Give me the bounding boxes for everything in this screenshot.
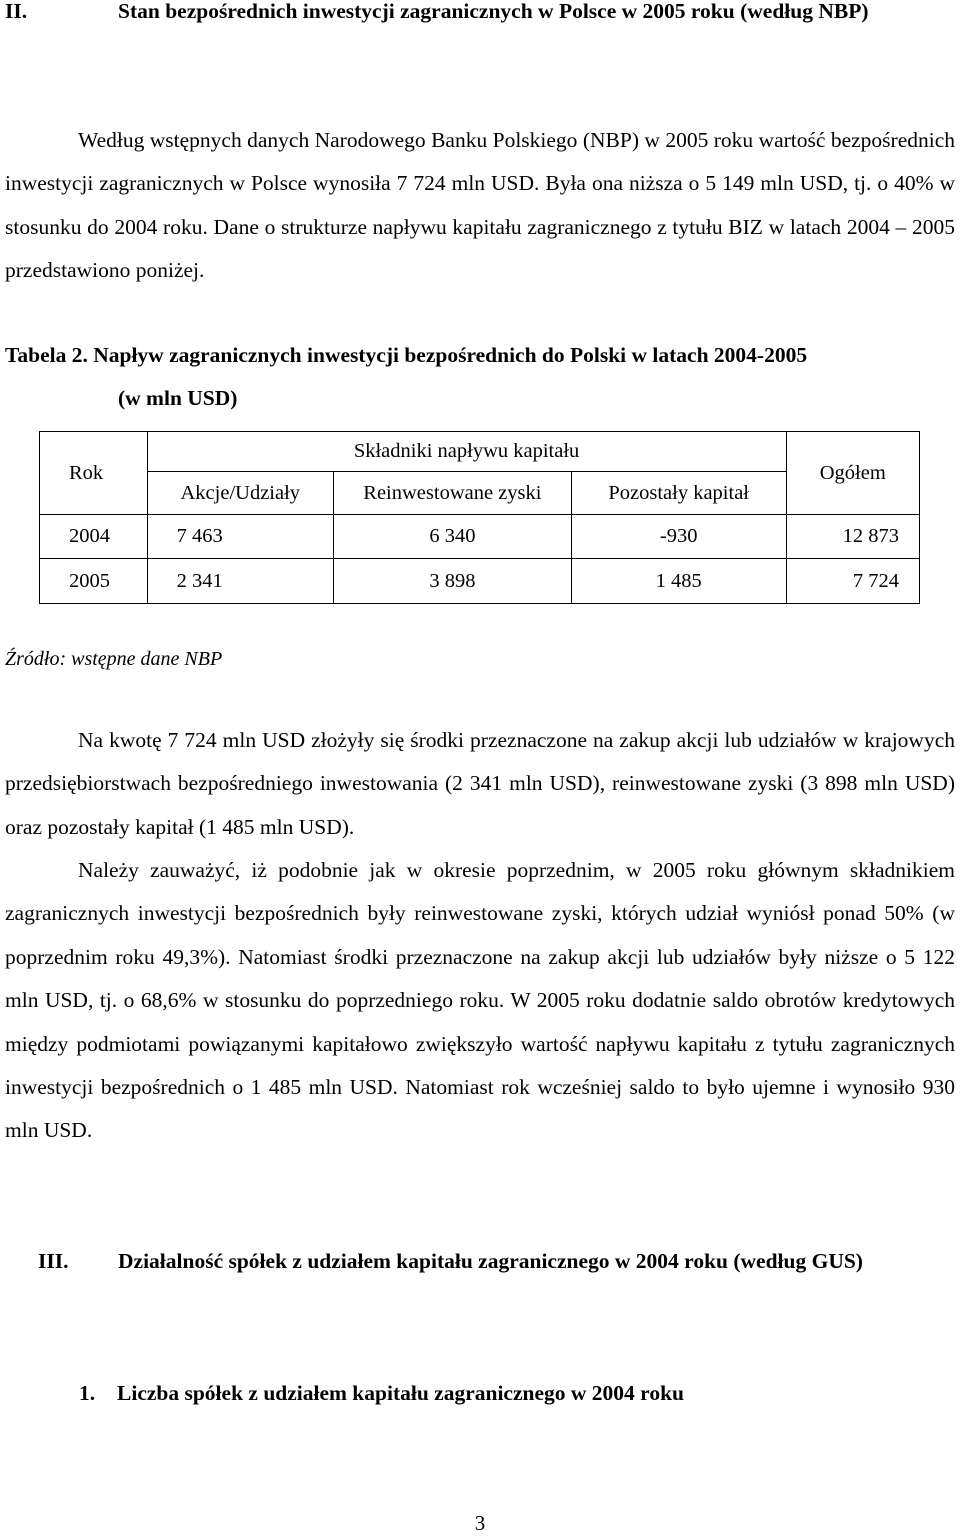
subsection-title: Liczba spółek z udziałem kapitału zagranicznego w 2004 roku [117,1381,684,1405]
table-source: Źródło: wstępne dane NBP [5,648,223,670]
cell-reinvested: 3 898 [333,559,571,604]
table-caption-line1: Tabela 2. Napływ zagranicznych inwestycji bezpośrednich do Polski w latach 2004-2005 [5,343,808,367]
page-number: 3 [474,1511,486,1535]
intro-paragraph-text: Według wstępnych danych Narodowego Banku Polskiego (NBP) w 2005 roku wartość bezpośrednich inwestycji zagranicznych w Polsce wynosiła 7 724 mln USD. Była ona niższa o 5 149 mln USD, tj. o 40% w stosunku do 2004 roku. Dane o strukturze napływu kapitału zagranicznego z tytułu BIZ w latach 2004 – 2005 przedstawiono poniżej. [5,128,955,283]
table-caption [5,334,955,420]
cell-total: 12 873 [786,515,919,559]
cell-year: 2005 [40,559,148,604]
cell-total: 7 724 [786,559,919,604]
section-title: Działalność spółek z udziałem kapitału zagranicznego w 2004 roku (według GUS) [118,1249,863,1273]
section-title: Stan bezpośrednich inwestycji zagranicznych w Polsce w 2005 roku (według NBP) [118,0,869,23]
section-heading-ii [5,0,955,33]
header-reinvested: Reinwestowane zyski [333,472,571,515]
cell-shares: 7 463 [147,515,333,559]
section-number: III. [38,1249,69,1273]
cell-other: -930 [571,515,786,559]
table-row [40,559,920,604]
cell-shares: 2 341 [147,559,333,604]
cell-year: 2004 [40,515,148,559]
intro-paragraph [5,119,955,293]
section-number: II. [5,0,28,23]
section-heading-iii [5,1240,955,1283]
header-shares: Akcje/Udziały [147,472,333,515]
table-row [40,515,920,559]
fdi-table [39,431,920,604]
paragraph-3 [5,849,955,1153]
subsection-number: 1. [79,1381,96,1405]
table-caption-line2: (w mln USD) [118,386,238,410]
paragraph-2-text: Na kwotę 7 724 mln USD złożyły się środki przeznaczone na zakup akcji lub udziałów w krajowych przedsiębiorstwach bezpośredniego inwestowania (2 341 mln USD), reinwestowane zyski (3 898 mln USD) oraz pozostały kapitał (1 485 mln USD). [5,728,955,839]
paragraph-3-text: Należy zauważyć, iż podobnie jak w okresie poprzednim, w 2005 roku głównym składnikiem zagranicznych inwestycji bezpośrednich były reinwestowane zyski, których udział wyniósł ponad 50% (w poprzednim roku 49,3%). Natomiast środki przeznaczone na zakup akcji lub udziałów były niższe o 5 122 mln USD, tj. o 68,6% w stosunku do poprzedniego roku. W 2005 roku dodatnie saldo obrotów kredytowych między podmiotami powiązanymi kapitałowo zwiększyło wartość napływu kapitału z tytułu zagranicznych inwestycji bezpośrednich o 1 485 mln USD. Natomiast rok wcześniej saldo to było ujemne i wynosiło 930 mln USD. [5,858,955,1143]
subsection-heading [79,1373,684,1413]
cell-reinvested: 6 340 [333,515,571,559]
header-total: Ogółem [786,432,919,515]
header-year: Rok [40,432,148,515]
header-other: Pozostały kapitał [571,472,786,515]
paragraph-2 [5,719,955,849]
header-group: Składniki napływu kapitału [147,432,786,472]
cell-other: 1 485 [571,559,786,604]
